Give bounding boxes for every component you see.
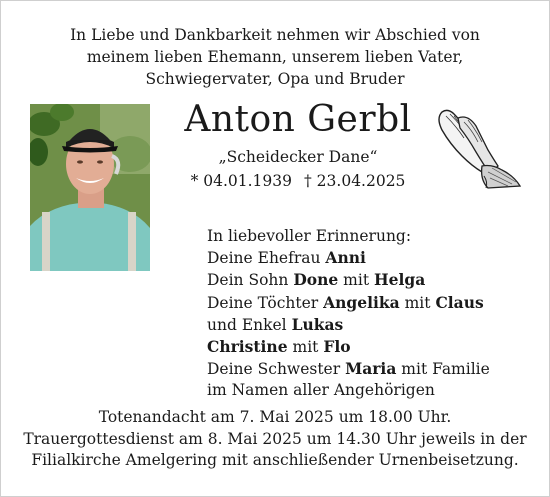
portrait-illustration — [30, 104, 150, 271]
family-line — [207, 269, 490, 291]
service-line: Filialkirche Amelgering mit anschließender Urnenbeisetzung. — [31, 451, 519, 469]
family-relation-text: mit — [287, 338, 324, 357]
intro-line: Schwiegervater, Opa und Bruder — [145, 70, 405, 88]
family-relation-text: mit — [338, 271, 374, 290]
family-relation-text: Deine Schwester — [207, 360, 346, 379]
intro-text — [0, 24, 550, 90]
service-line: Totenandacht am 7. Mai 2025 um 18.00 Uhr. — [98, 408, 452, 426]
family-member-name: Lukas — [291, 314, 344, 334]
family-relation-text: Deine Ehefrau — [207, 249, 326, 268]
family-line — [207, 358, 490, 380]
family-list — [207, 226, 490, 402]
service-line: Trauergottesdienst am 8. Mai 2025 um 14.30 Uhr jeweils in der — [23, 429, 527, 448]
portrait-photo — [30, 104, 150, 271]
family-relation-text: Dein Sohn — [207, 271, 294, 290]
life-dates — [180, 171, 416, 191]
family-member-name: Angelika — [323, 292, 400, 312]
deceased-name: Anton Gerbl — [184, 99, 412, 140]
family-member-name: Helga — [373, 270, 426, 290]
family-relation-text: Deine Töchter — [207, 293, 324, 312]
family-line — [207, 336, 490, 358]
family-relation-text: mit — [399, 293, 436, 312]
family-heading: In liebevoller Erinnerung: — [207, 227, 412, 245]
deceased-nickname: „Scheidecker Dane“ — [218, 148, 378, 166]
family-member-name: Christine — [207, 337, 288, 357]
family-relation-text: im Namen aller Angehörigen — [207, 381, 435, 400]
family-member-name: Claus — [435, 292, 484, 312]
service-info — [0, 407, 550, 472]
family-member-name: Done — [293, 270, 339, 290]
death-date: † 23.04.2025 — [304, 172, 406, 190]
family-line — [207, 314, 490, 336]
praying-hands-icon — [432, 104, 524, 190]
family-line — [207, 247, 490, 269]
family-relation-text: mit Familie — [396, 360, 490, 379]
intro-line: In Liebe und Dankbarkeit nehmen wir Abschied von — [70, 26, 480, 44]
family-member-name: Anni — [325, 248, 366, 268]
birth-date: * 04.01.1939 — [190, 172, 292, 190]
family-relation-text: und Enkel — [207, 315, 292, 334]
family-member-name: Flo — [323, 337, 351, 357]
family-line — [207, 380, 490, 401]
family-member-name: Maria — [345, 359, 397, 379]
intro-line: meinem lieben Ehemann, unserem lieben Vater, — [86, 48, 464, 66]
family-line — [207, 292, 490, 314]
